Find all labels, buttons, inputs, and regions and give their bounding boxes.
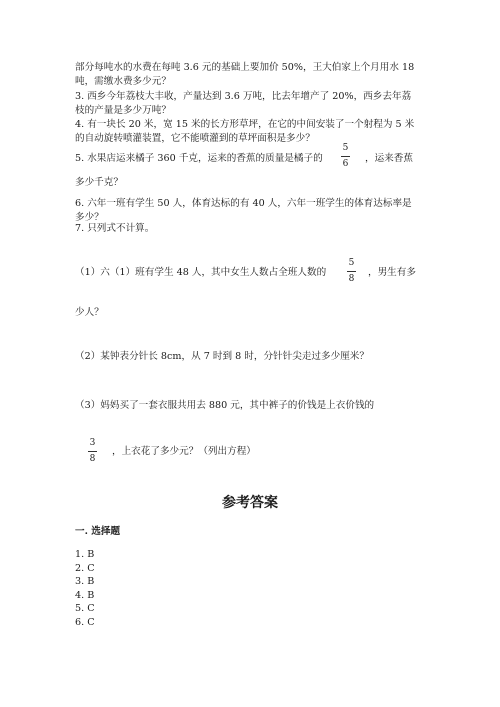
question-4-line-2: 的自动旋转喷灌装置，它不能喷灌到的草坪面积是多少？ <box>75 132 315 144</box>
question-3-line-2: 枝的产量是多少万吨？ <box>75 104 171 116</box>
answer-item: 4. B <box>75 589 95 601</box>
question-2-line-2: 吨，需缴水费多少元？ <box>75 75 171 87</box>
question-5-text-end: ，运来香蕉 <box>365 153 413 164</box>
question-4-line-1: 4. 有一块长 20 米，宽 15 米的长方形草坪，在它的中间安装了一个射程为 5 米 <box>75 119 415 130</box>
question-2-line-1: 部分每吨水的水费在每吨 3.6 元的基础上要加价 50%，王大伯家上个月用水 18 <box>75 62 415 73</box>
answer-item: 5. C <box>75 603 95 615</box>
answer-item: 2. C <box>75 562 95 574</box>
answers-title: 参考答案 <box>222 495 278 511</box>
answer-item: 3. B <box>75 576 95 588</box>
question-6 <box>75 197 435 225</box>
fraction-bar <box>347 271 356 272</box>
fraction-numerator: 5 <box>348 258 355 268</box>
question-3 <box>75 90 435 118</box>
question-7-3-text-end: ，上衣花了多少元？（列出方程） <box>112 446 256 457</box>
question-6-line-2: 多少？ <box>75 211 104 223</box>
answers-list <box>75 548 95 630</box>
question-4 <box>75 118 435 146</box>
question-7-1-line-2: 少人？ <box>75 307 104 318</box>
question-7-2: （2）某钟表分针长 8cm，从 7 时到 8 时，分针针尖走过多少厘米？ <box>75 351 369 362</box>
question-7: 7. 只列式不计算。 <box>75 223 155 234</box>
question-5-fraction <box>341 143 350 170</box>
question-2 <box>75 61 435 89</box>
question-3-line-1: 3. 西乡今年荔枝大丰收，产量达到 3.6 万吨，比去年增产了 20%，西乡去年荔 <box>75 91 412 102</box>
question-7-3-text: （3）妈妈买了一套衣服共用去 880 元，其中裤子的价钱是上衣价钱的 <box>75 400 375 411</box>
answer-item: 6. C <box>75 616 95 628</box>
answer-item: 1. B <box>75 549 95 560</box>
question-7-3-fraction <box>88 438 97 465</box>
fraction-bar <box>88 451 97 452</box>
question-7-1-text-end: ，男生有多 <box>368 267 416 278</box>
fraction-denominator: 8 <box>89 454 96 464</box>
question-7-1-fraction <box>347 258 356 285</box>
fraction-numerator: 5 <box>342 143 349 153</box>
fraction-bar <box>341 156 350 157</box>
answers-section-heading: 一. 选择题 <box>75 526 121 537</box>
question-6-line-1: 6. 六年一班有学生 50 人，体育达标的有 40 人，六年一班学生的体育达标率是 <box>75 198 412 209</box>
question-7-1-text: （1）六（1）班有学生 48 人，其中女生人数占全班人数的 <box>75 267 327 278</box>
question-5-line-2: 多少千克？ <box>75 177 123 188</box>
fraction-denominator: 6 <box>342 159 349 169</box>
fraction-denominator: 8 <box>348 274 355 284</box>
fraction-numerator: 3 <box>89 438 96 448</box>
question-5-text: 5. 水果店运来橘子 360 千克，运来的香蕉的质量是橘子的 <box>75 153 323 164</box>
